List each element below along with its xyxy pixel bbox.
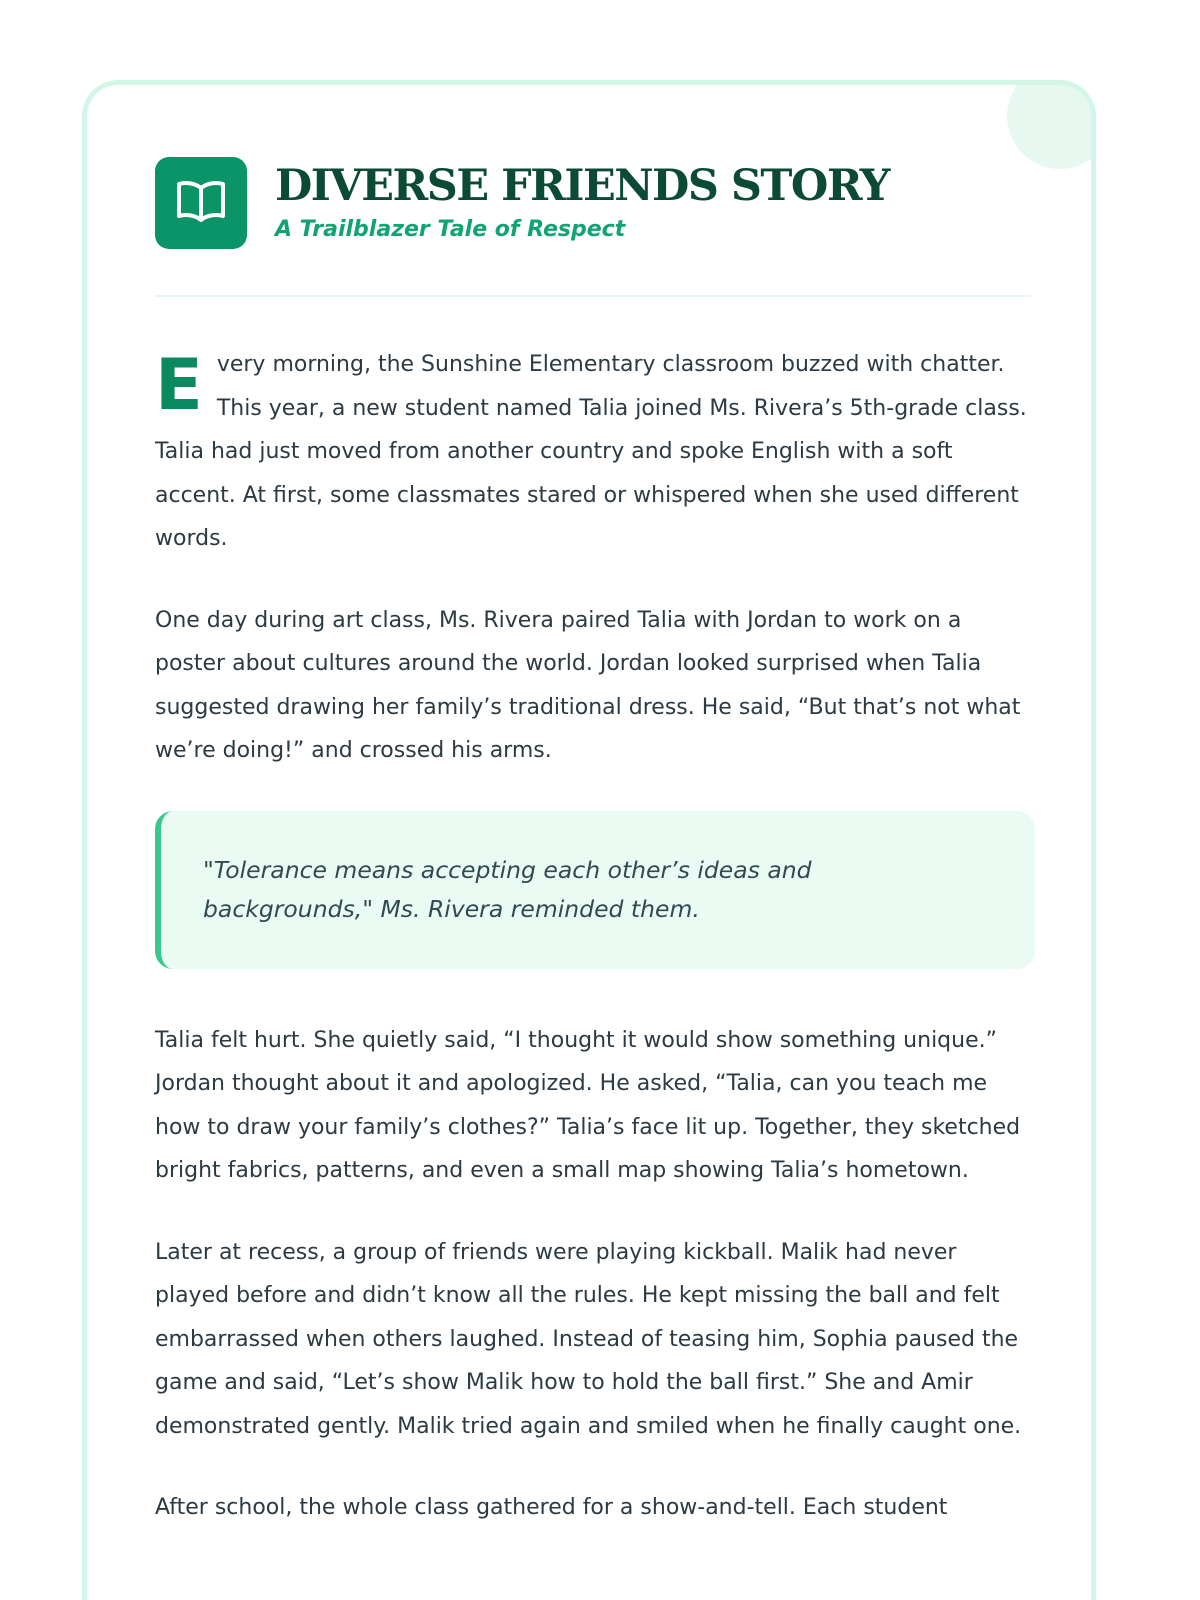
story-body bbox=[155, 343, 1035, 1568]
open-book-icon bbox=[175, 178, 227, 228]
story-header bbox=[155, 157, 889, 249]
story-card bbox=[82, 80, 1096, 1600]
page-subtitle: A Trailblazer Tale of Respect bbox=[275, 217, 626, 242]
quote-callout: "Tolerance means accepting each other’s ideas and backgrounds," Ms. Rivera reminded them. bbox=[155, 811, 1035, 969]
paragraph-1-text: very morning, the Sunshine Elementary classroom buzzed with chatter. This year, a new student named Talia joined Ms. Rivera’s 5th-grade class. Talia had just moved from another country and spoke English with a soft accent. At first, some classmates stared or whispered when she used different words. bbox=[155, 352, 1027, 551]
corner-decoration bbox=[1007, 80, 1096, 169]
drop-cap: E bbox=[155, 344, 203, 426]
header-divider bbox=[155, 295, 1031, 297]
story-paragraph-5: After school, the whole class gathered for a show-and-tell. Each student bbox=[155, 1495, 948, 1520]
story-paragraph-2: One day during art class, Ms. Rivera paired Talia with Jordan to work on a poster about cultures around the world. Jordan looked surprised when Talia suggested drawing her family’s traditional dress. He said, “But that’s not what we’re doing!” and crossed his arms. bbox=[155, 607, 1021, 763]
title-block bbox=[275, 161, 889, 245]
story-paragraph-4: Later at recess, a group of friends were playing kickball. Malik had never played before and didn’t know all the rules. He kept missing the ball and felt embarrassed when others laughed. Instead of teasing him, Sophia paused the game and said, “Let’s show Malik how to hold the ball first.” She and Amir demonstrated gently. Malik tried again and smiled when he finally caught one. bbox=[155, 1239, 1022, 1439]
logo-badge bbox=[155, 157, 247, 249]
page-title: DIVERSE FRIENDS STORY bbox=[275, 161, 889, 211]
story-paragraph-3: Talia felt hurt. She quietly said, “I thought it would show something unique.” Jordan thought about it and apologized. He asked, “Talia, can you teach me how to draw your family’s clothes?” Talia’s face lit up. Together, they sketched bright fabrics, patterns, and even a small map showing Talia’s hometown. bbox=[155, 1027, 1021, 1183]
story-paragraph-1 bbox=[155, 343, 1035, 561]
